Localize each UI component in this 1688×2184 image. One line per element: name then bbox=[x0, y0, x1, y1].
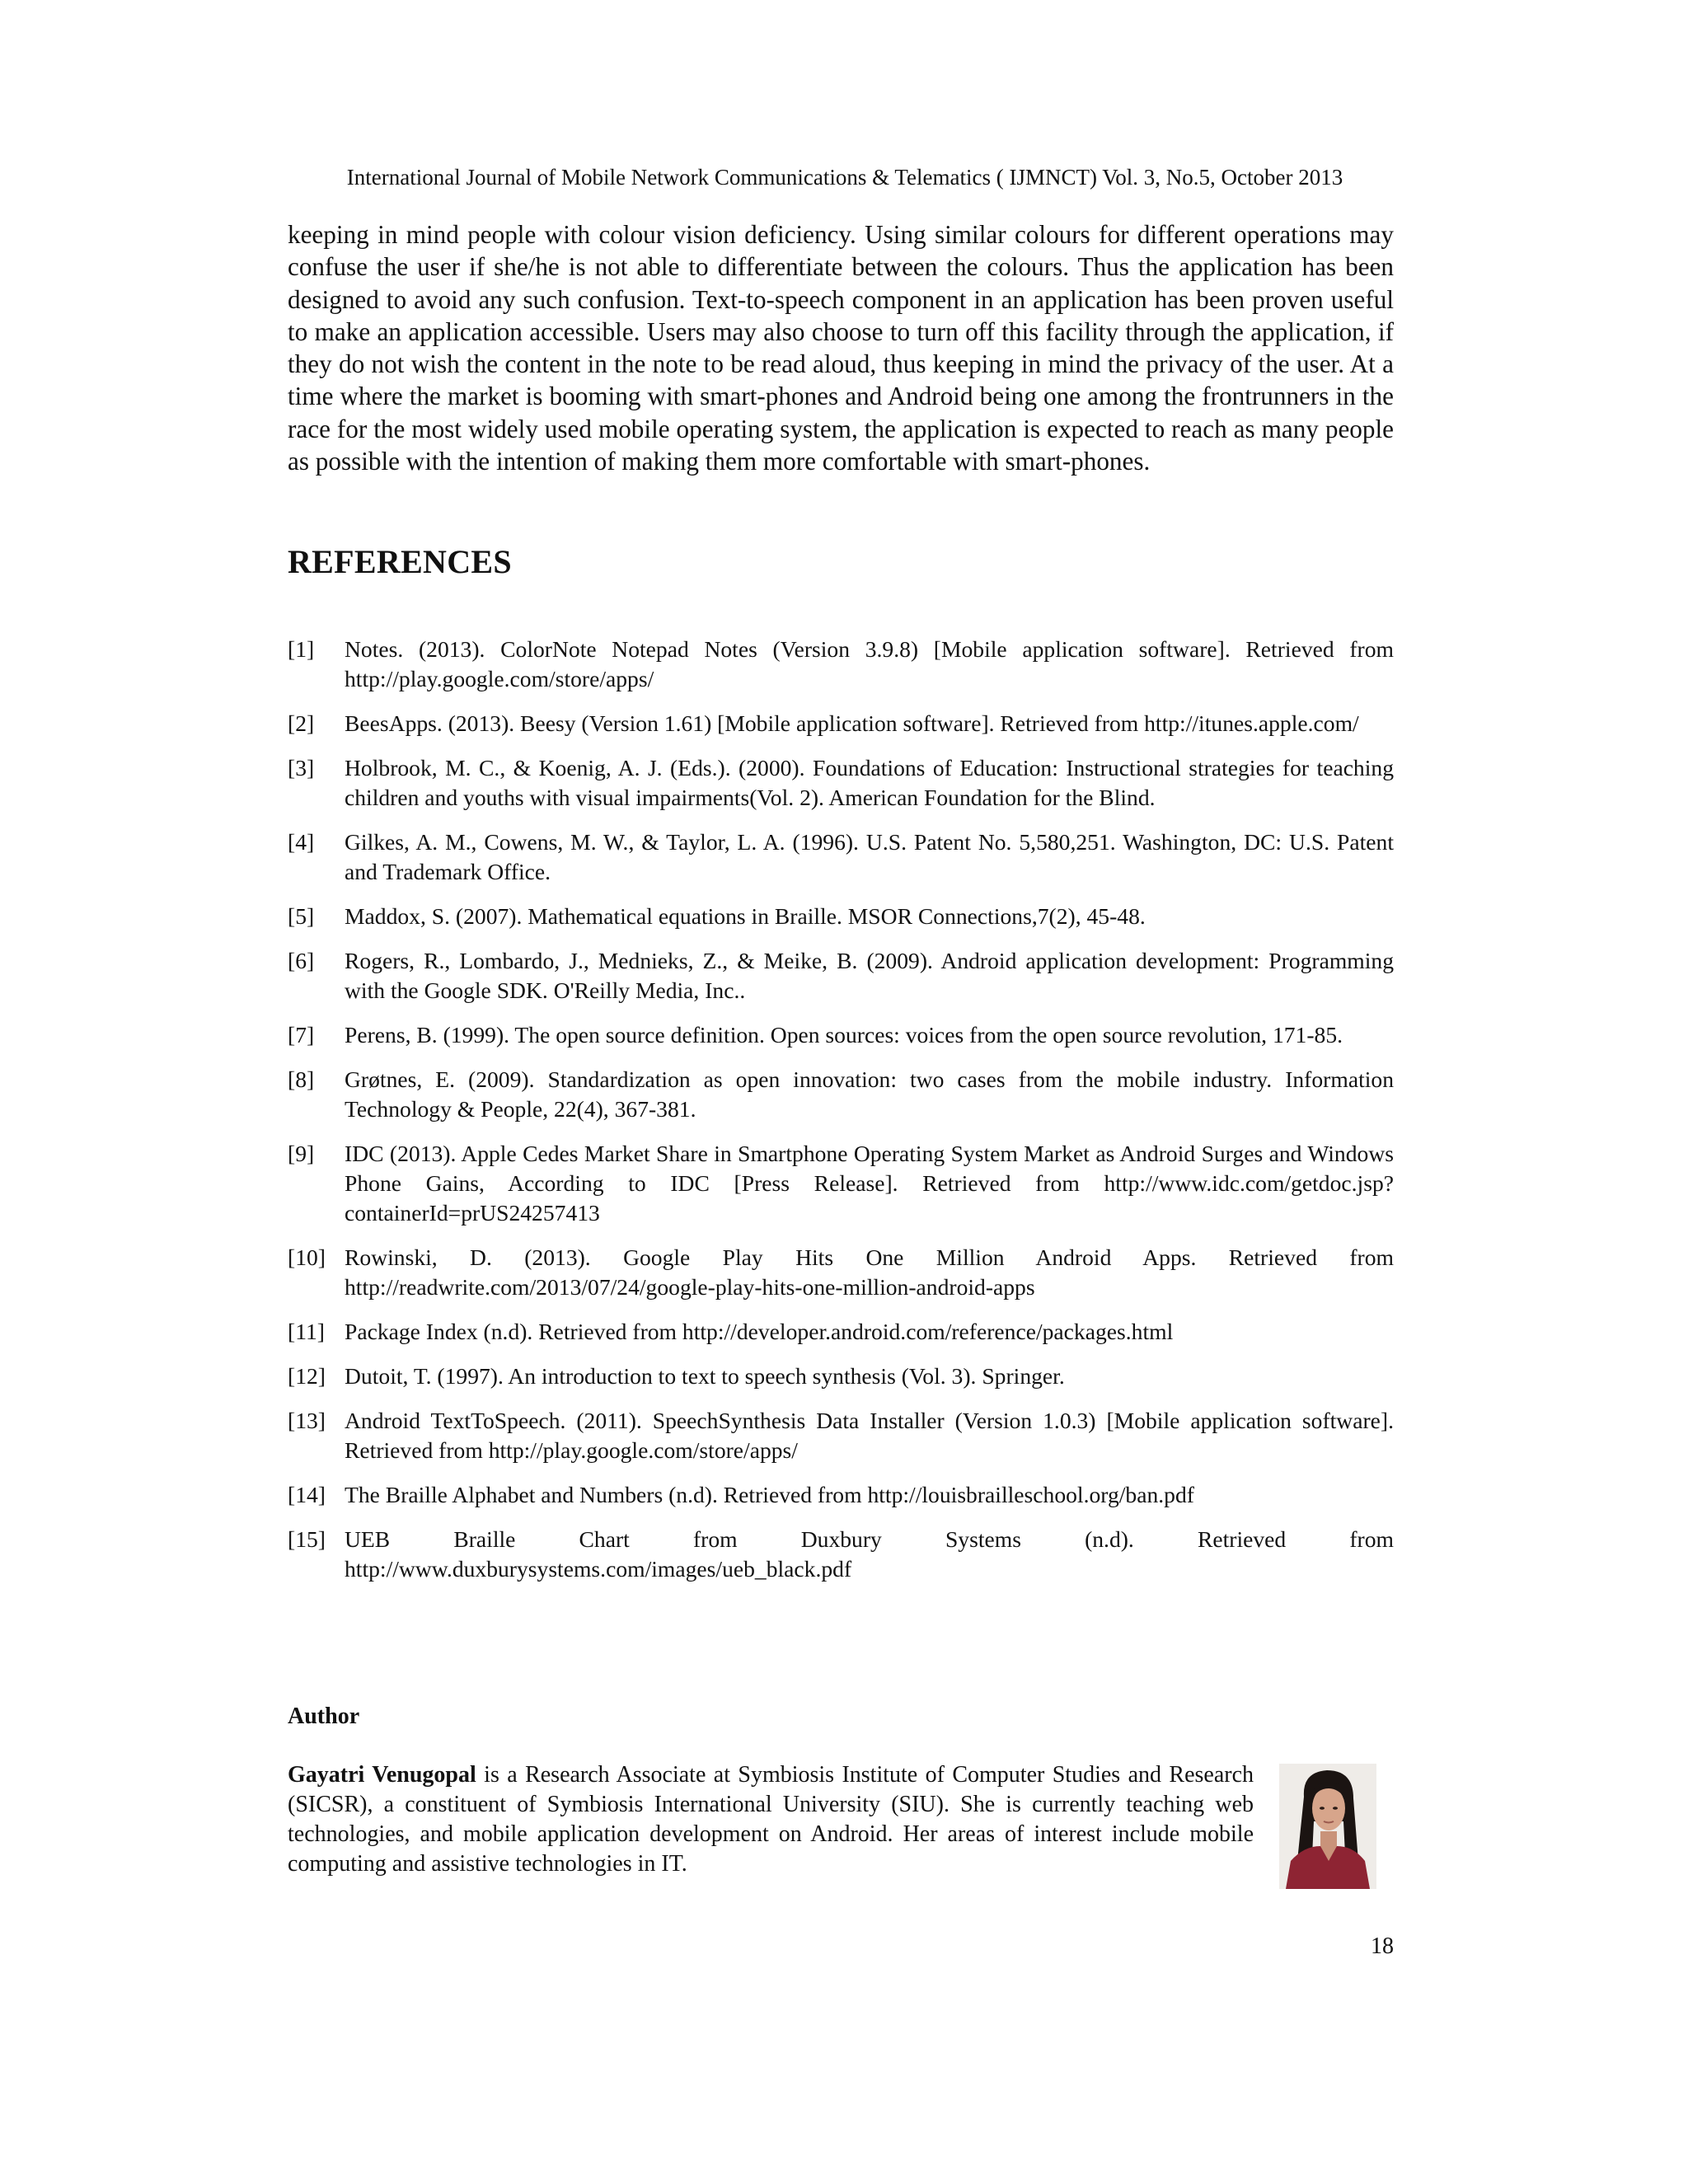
reference-number: [1] bbox=[288, 636, 315, 662]
reference-number: [15] bbox=[288, 1526, 326, 1552]
reference-text: IDC (2013). Apple Cedes Market Share in Smartphone Operating System Market as Android Surges and Windows Phone Gains, According to IDC [Press Release]. Retrieved from http://www.idc.com/getdoc.jsp?containerId=prUS24257413 bbox=[345, 1141, 1394, 1226]
reference-item bbox=[288, 1139, 1394, 1228]
reference-text: Maddox, S. (2007). Mathematical equations in Braille. MSOR Connections,7(2), 45-48. bbox=[345, 903, 1146, 929]
reference-text: Rowinski, D. (2013). Google Play Hits One Million Android Apps. Retrieved from http://readwrite.com/2013/07/24/google-play-hits-one-million-android-apps bbox=[345, 1244, 1394, 1300]
reference-number: [5] bbox=[288, 903, 315, 929]
reference-number: [12] bbox=[288, 1363, 326, 1389]
reference-item bbox=[288, 1525, 1394, 1584]
reference-item bbox=[288, 635, 1394, 694]
author-portrait-icon bbox=[1279, 1764, 1376, 1889]
reference-number: [7] bbox=[288, 1022, 315, 1047]
reference-text: Package Index (n.d). Retrieved from http://developer.android.com/reference/packages.html bbox=[345, 1319, 1174, 1344]
reference-text: Rogers, R., Lombardo, J., Mednieks, Z., & Meike, B. (2009). Android application development: Programming with the Google SDK. O'Reilly Media, Inc.. bbox=[345, 948, 1394, 1003]
author-heading: Author bbox=[288, 1704, 360, 1729]
page-number: 18 bbox=[1371, 1933, 1394, 1959]
reference-item bbox=[288, 1480, 1394, 1510]
reference-item bbox=[288, 709, 1394, 738]
reference-item bbox=[288, 1020, 1394, 1050]
references-heading: REFERENCES bbox=[288, 543, 512, 580]
reference-number: [3] bbox=[288, 755, 315, 780]
reference-text: Grøtnes, E. (2009). Standardization as open innovation: two cases from the mobile industry. Information Technology & People, 22(4), 367-381. bbox=[345, 1066, 1394, 1122]
reference-number: [4] bbox=[288, 829, 315, 855]
conclusion-paragraph: keeping in mind people with colour vision deficiency. Using similar colours for different operations may confuse the user if she/he is not able to differentiate between the colours. Thus the application has been designed to avoid any such confusion. Text-to-speech component in an application has been proven useful to make an application accessible. Users may also choose to turn off this facility through the application, if they do not wish the content in the note to be read aloud, thus keeping in mind the privacy of the user. At a time where the market is booming with smart-phones and Android being one among the frontrunners in the race for the most widely used mobile operating system, the application is expected to reach as many people as possible with the intention of making them more comfortable with smart-phones. bbox=[288, 220, 1394, 476]
reference-number: [9] bbox=[288, 1141, 315, 1166]
reference-text: The Braille Alphabet and Numbers (n.d). Retrieved from http://louisbrailleschool.org/ban.pdf bbox=[345, 1482, 1194, 1507]
reference-text: Holbrook, M. C., & Koenig, A. J. (Eds.). (2000). Foundations of Education: Instructional strategies for teaching children and youths with visual impairments(Vol. 2). American Foundation for the Blind. bbox=[345, 755, 1394, 810]
reference-number: [11] bbox=[288, 1319, 325, 1344]
reference-item bbox=[288, 946, 1394, 1005]
reference-text: Perens, B. (1999). The open source definition. Open sources: voices from the open source revolution, 171-85. bbox=[345, 1022, 1343, 1047]
reference-number: [13] bbox=[288, 1408, 326, 1433]
reference-text: Gilkes, A. M., Cowens, M. W., & Taylor, L. A. (1996). U.S. Patent No. 5,580,251. Washington, DC: U.S. Patent and Trademark Office. bbox=[345, 829, 1394, 884]
reference-number: [8] bbox=[288, 1066, 315, 1092]
reference-item bbox=[288, 1065, 1394, 1124]
author-bio bbox=[288, 1760, 1254, 1879]
running-header: International Journal of Mobile Network Communications & Telematics ( IJMNCT) Vol. 3, No.5, October 2013 bbox=[346, 165, 1343, 190]
reference-item bbox=[288, 902, 1394, 931]
reference-item bbox=[288, 1361, 1394, 1391]
reference-number: [10] bbox=[288, 1244, 326, 1270]
reference-number: [14] bbox=[288, 1482, 326, 1507]
reference-number: [6] bbox=[288, 948, 315, 973]
reference-item bbox=[288, 1406, 1394, 1465]
reference-item bbox=[288, 1243, 1394, 1302]
author-photo bbox=[1279, 1764, 1376, 1889]
references-list bbox=[288, 635, 1394, 1599]
reference-text: BeesApps. (2013). Beesy (Version 1.61) [Mobile application software]. Retrieved from http://itunes.apple.com/ bbox=[345, 710, 1359, 736]
reference-item bbox=[288, 753, 1394, 813]
reference-text: Dutoit, T. (1997). An introduction to text to speech synthesis (Vol. 3). Springer. bbox=[345, 1363, 1065, 1389]
reference-text: UEB Braille Chart from Duxbury Systems (n.d). Retrieved from http://www.duxburysystems.com/images/ueb_black.pdf bbox=[345, 1526, 1394, 1582]
reference-number: [2] bbox=[288, 710, 315, 736]
reference-item bbox=[288, 1317, 1394, 1347]
author-name: Gayatri Venugopal bbox=[288, 1762, 476, 1788]
reference-item bbox=[288, 827, 1394, 887]
reference-text: Android TextToSpeech. (2011). SpeechSynthesis Data Installer (Version 1.0.3) [Mobile application software]. Retrieved from http://play.google.com/store/apps/ bbox=[345, 1408, 1394, 1463]
author-bio-text: is a Research Associate at Symbiosis Institute of Computer Studies and Research (SICSR), a constituent of Symbiosis International University (SIU). She is currently teaching web technologies, and mobile application development on Android. Her areas of interest include mobile computing and assistive technologies in IT. bbox=[288, 1762, 1254, 1877]
reference-text: Notes. (2013). ColorNote Notepad Notes (Version 3.9.8) [Mobile application software]. Retrieved from http://play.google.com/store/apps/ bbox=[345, 636, 1394, 691]
